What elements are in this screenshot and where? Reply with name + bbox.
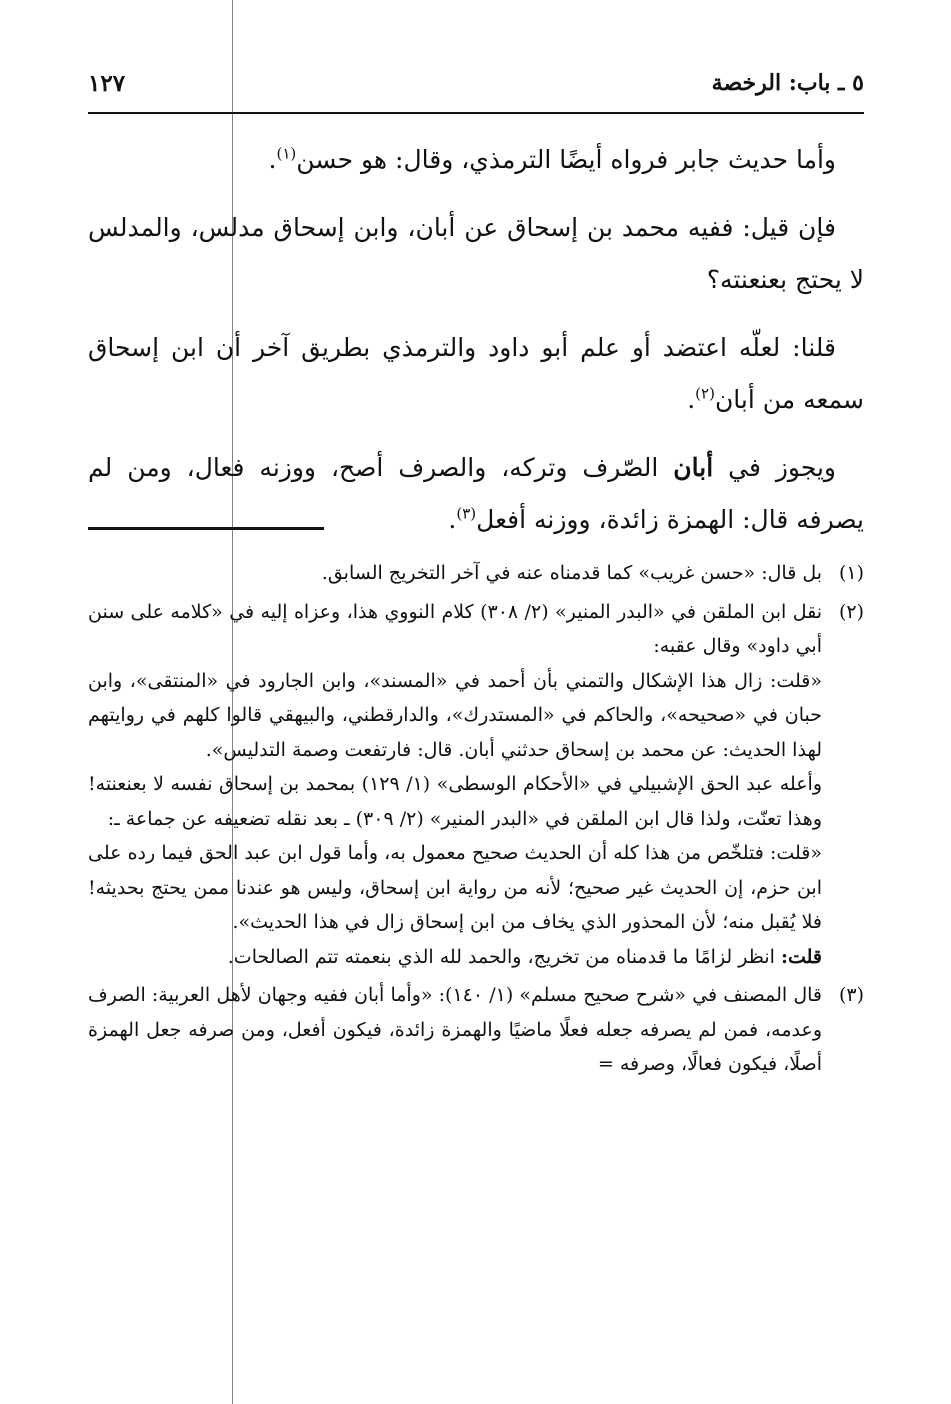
running-header [88, 70, 864, 104]
footnote-marker: (١) [276, 144, 297, 163]
footnote-text: وأعله عبد الحق الإشبيلي في «الأحكام الوسطى» (١/ ١٢٩) بمحمد بن إسحاق نفسه لا بعنعنته! وهذا تعنّت، ولذا قال ابن الملقن في «البدر المنير» (٢/ ٣٠٩) ـ بعد نقله تضعيفه عن جماعة ـ: [88, 773, 822, 830]
paragraph-text: قلنا: لعلّه اعتضد أو علم أبو داود والترمذي بطريق آخر أن ابن إسحاق سمعه من أبان [88, 333, 864, 414]
footnote-conclusion [88, 940, 822, 975]
paragraph-text: الصّرف وتركه، والصرف أصح، ووزنه فعال، ومن لم يصرفه قال: الهمزة زائدة، ووزنه أفعل [88, 453, 864, 534]
footnote-text: نقل ابن الملقن في «البدر المنير» (٢/ ٣٠٨) كلام النووي هذا، وعزاه إليه في «كلامه على سنن أبي داود» وقال عقبه: [88, 600, 822, 657]
paragraph-end: . [448, 505, 457, 534]
book-page [88, 0, 864, 1404]
main-paragraph-3 [88, 322, 864, 426]
chapter-title: ٥ ـ باب: الرخصة [711, 70, 864, 96]
footnote-2 [88, 595, 864, 975]
footnote-text: انظر لزامًا ما قدمناه من تخريج، والحمد لله الذي بنعمته تتم الصالحات. [227, 945, 775, 968]
footnote-number: (٢) [838, 600, 864, 623]
bold-word: أبان [673, 453, 714, 482]
header-rule [88, 112, 864, 114]
footnote-quote: «قلت: زال هذا الإشكال والتمني بأن أحمد في «المسند»، وابن الجارود في «المنتقى»، وابن حبان في «صحيحه»، والحاكم في «المستدرك»، والدارقطني، والبيهقي قالوا كلهم في روايتهم لهذا الحديث: عن محمد بن إسحاق حدثني أبان. قال: فارتفعت وصمة التدليس». [88, 669, 822, 761]
paragraph-end: . [268, 145, 277, 174]
page-number: ١٢٧ [88, 70, 126, 97]
footnote-marker: (٣) [456, 504, 477, 523]
paragraph-lead: ويجوز في [728, 453, 837, 482]
footnote-1 [88, 556, 864, 591]
main-paragraph-1 [88, 134, 864, 186]
footnote-text: بل قال: «حسن غريب» كما قدمناه عنه في آخر التخريج السابق. [321, 562, 822, 584]
main-text [88, 134, 864, 562]
footnote-number: (١) [838, 562, 864, 584]
main-paragraph-4 [88, 442, 864, 546]
footnote-number: (٣) [838, 984, 864, 1006]
footnote-3 [88, 978, 864, 1082]
footnote-quote: «قلت: فتلخّص من هذا كله أن الحديث صحيح معمول به، وأما قول ابن عبد الحق فيما رده على ابن حزم، إن الحديث غير صحيح؛ لأنه من رواية ابن إسحاق، وليس هو عندنا ممن يحتج بحديثه! فلا يُقبل منه؛ لأن المحذور الذي يخاف من ابن إسحاق زال في هذا الحديث». [88, 842, 822, 933]
paragraph-end: . [687, 385, 696, 414]
footnote-text: قال المصنف في «شرح صحيح مسلم» (١/ ١٤٠): «وأما أبان ففيه وجهان لأهل العربية: الصرف وعدمه، فمن لم يصرفه جعله فعلًا ماضيًا والهمزة زائدة، فيكون أفعل، ومن صرفه جعل الهمزة أصلًا، فيكون فعالًا، وصرفه = [88, 984, 822, 1075]
paragraph-text: وأما حديث جابر فرواه أيضًا الترمذي، وقال: هو حسن [296, 145, 836, 174]
main-paragraph-2: فإن قيل: ففيه محمد بن إسحاق عن أبان، وابن إسحاق مدلس، والمدلس لا يحتج بعنعنته؟ [88, 213, 864, 294]
footnote-separator [88, 527, 324, 530]
footnote-marker: (٢) [695, 384, 715, 403]
bold-word: قلت: [780, 945, 822, 968]
footnotes [88, 556, 864, 1086]
